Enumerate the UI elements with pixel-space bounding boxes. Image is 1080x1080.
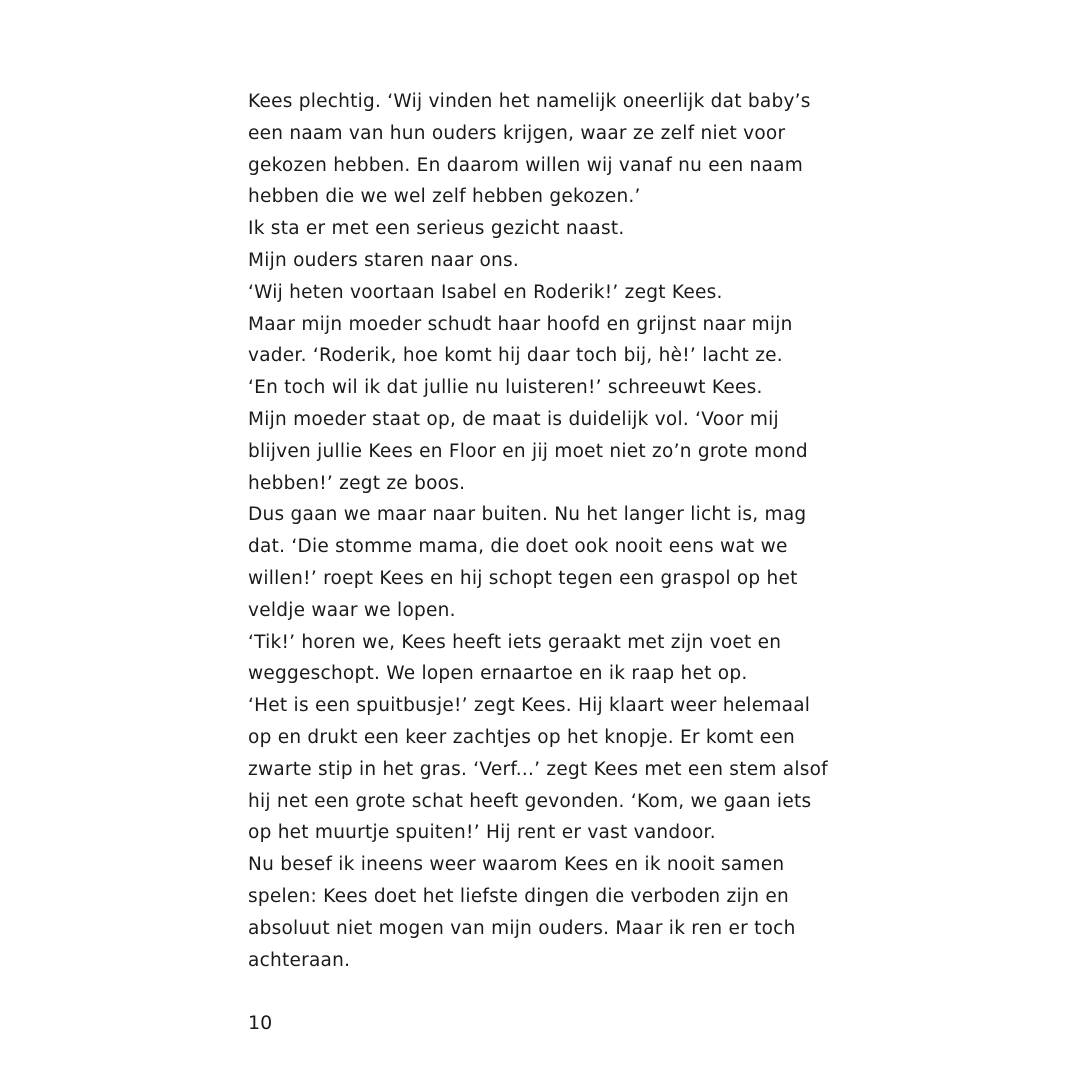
text-line: blijven jullie Kees en Floor en jij moet niet zo’n grote mond <box>248 440 808 462</box>
text-line: zwarte stip in het gras. ‘Verf...’ zegt Kees met een stem alsof <box>248 758 828 780</box>
text-line: Ik sta er met een serieus gezicht naast. <box>248 218 625 240</box>
text-line: weggeschopt. We lopen ernaartoe en ik raap het op. <box>248 663 748 685</box>
text-line: ‘Wij heten voortaan Isabel en Roderik!’ zegt Kees. <box>248 281 723 303</box>
text-line: ‘Tik!’ horen we, Kees heeft iets geraakt met zijn voet en <box>248 631 782 653</box>
text-line: hij net een grote schat heeft gevonden. ‘Kom, we gaan iets <box>248 790 812 812</box>
text-line: Maar mijn moeder schudt haar hoofd en grijnst naar mijn <box>248 313 793 335</box>
text-line: Nu besef ik ineens weer waarom Kees en ik nooit samen <box>248 854 785 876</box>
text-line: absoluut niet mogen van mijn ouders. Maar ik ren er toch <box>248 917 796 939</box>
text-line: op het muurtje spuiten!’ Hij rent er vast vandoor. <box>248 822 716 844</box>
text-line: Mijn ouders staren naar ons. <box>248 249 520 271</box>
text-line: een naam van hun ouders krijgen, waar ze zelf niet voor <box>248 122 786 144</box>
text-line: willen!’ roept Kees en hij schopt tegen een graspol op het <box>248 567 798 589</box>
text-line: Kees plechtig. ‘Wij vinden het namelijk oneerlijk dat baby’s <box>248 91 811 112</box>
text-line: hebben!’ zegt ze boos. <box>248 472 466 494</box>
text-line: op en drukt een keer zachtjes op het knopje. Er komt een <box>248 726 795 748</box>
text-line: spelen: Kees doet het liefste dingen die verboden zijn en <box>248 885 789 907</box>
text-line: gekozen hebben. En daarom willen wij vanaf nu een naam <box>248 154 803 176</box>
text-line: vader. ‘Roderik, hoe komt hij daar toch bij, hè!’ lacht ze. <box>248 345 783 367</box>
text-line: hebben die we wel zelf hebben gekozen.’ <box>248 186 641 208</box>
text-line: ‘En toch wil ik dat jullie nu luisteren!’ schreeuwt Kees. <box>248 377 763 399</box>
text-line: achteraan. <box>248 949 351 971</box>
text-line: ‘Het is een spuitbusje!’ zegt Kees. Hij klaart weer helemaal <box>248 695 811 717</box>
text-line: Dus gaan we maar naar buiten. Nu het langer licht is, mag <box>248 504 807 526</box>
page-number: 10 <box>248 1012 273 1034</box>
body-text <box>248 86 848 976</box>
text-line: veldje waar we lopen. <box>248 599 456 621</box>
text-line: dat. ‘Die stomme mama, die doet ook nooit eens wat we <box>248 536 788 558</box>
text-line: Mijn moeder staat op, de maat is duidelijk vol. ‘Voor mij <box>248 408 779 430</box>
